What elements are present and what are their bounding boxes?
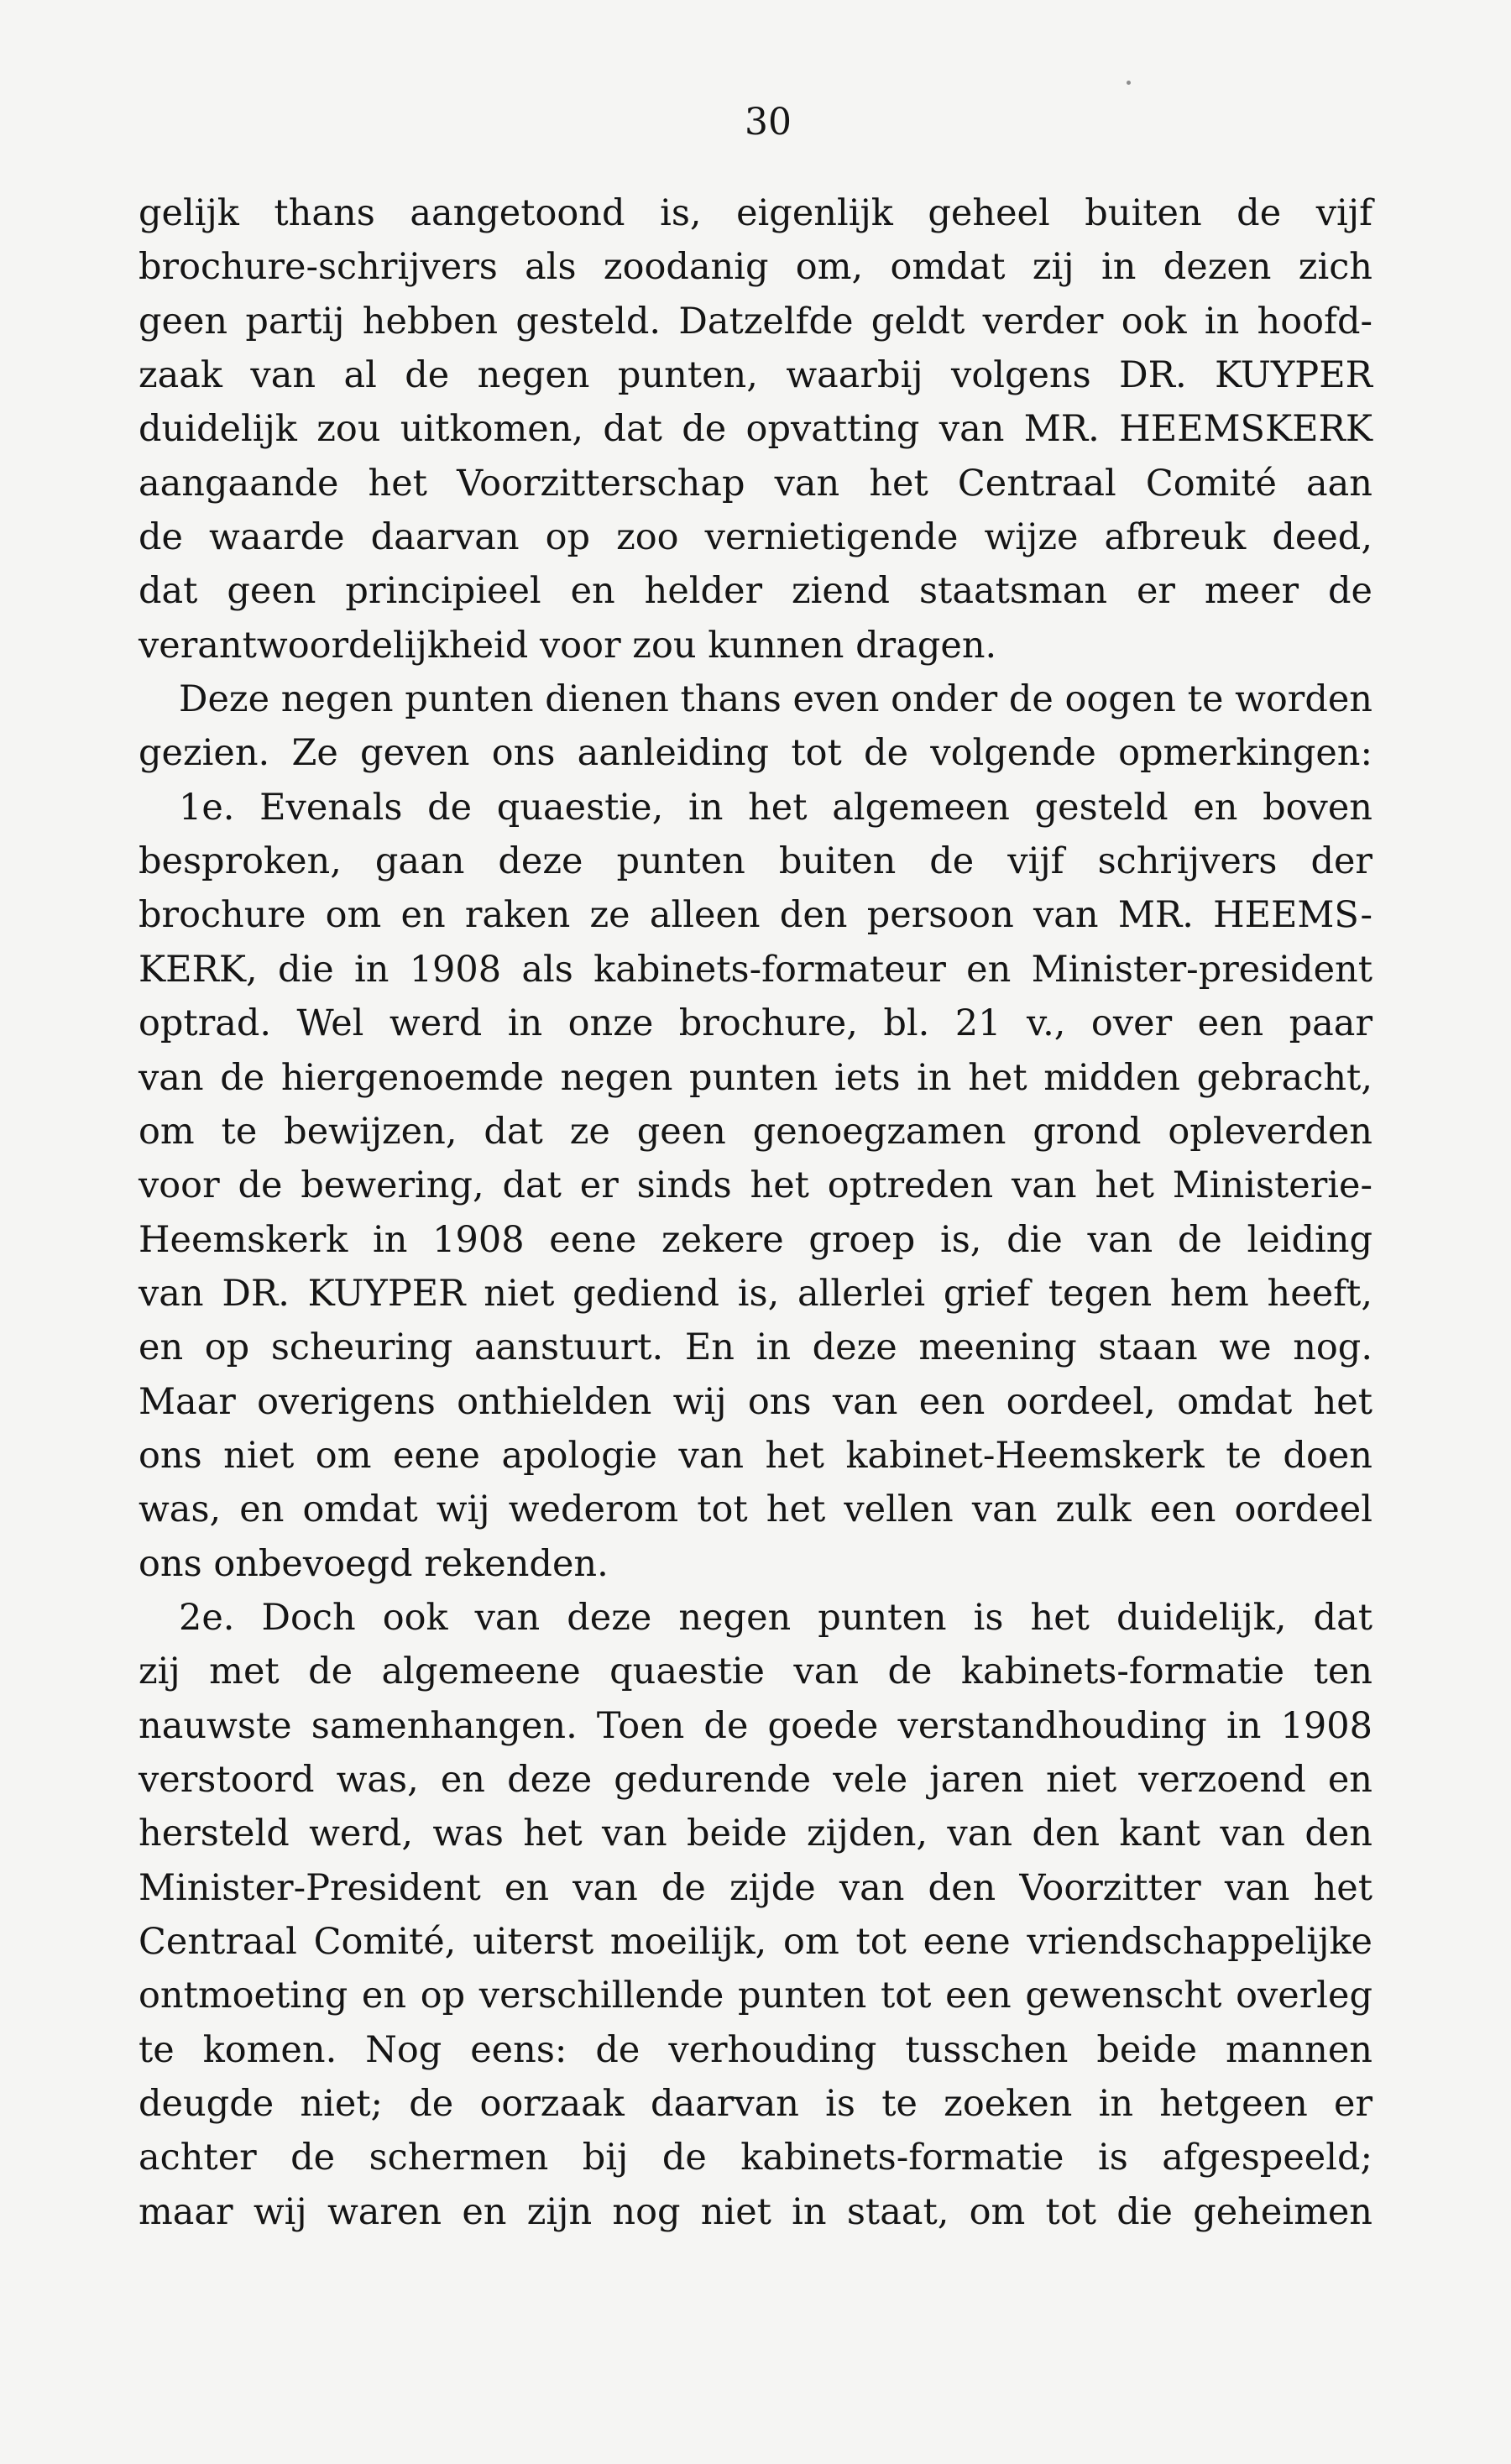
text-line: brochure om en raken ze alleen den persoon van MR. HEEMS- (139, 894, 1372, 937)
text-line: nauwste samenhangen. Toen de goede verstandhouding in 1908 (139, 1704, 1372, 1747)
text-line: zaak van al de negen punten, waarbij volgens DR. KUYPER (139, 354, 1372, 397)
text-line: ontmoeting en op verschillende punten tot een gewenscht overleg (139, 1975, 1372, 2017)
text-line: KERK, die in 1908 als kabinets-formateur en Minister-president (139, 948, 1372, 991)
text-line: van de hiergenoemde negen punten iets in het midden gebracht, (139, 1056, 1372, 1099)
text-line: Centraal Comité, uiterst moeilijk, om tot eene vriendschappelijke (139, 1921, 1372, 1963)
text-line: maar wij waren en zijn nog niet in staat, om tot die geheimen (139, 2190, 1372, 2233)
text-line: van DR. KUYPER niet gediend is, allerlei grief tegen hem heeft, (139, 1272, 1372, 1315)
text-line: deugde niet; de oorzaak daarvan is te zoeken in hetgeen er (139, 2083, 1372, 2126)
text-line: optrad. Wel werd in onze brochure, bl. 21 v., over een paar (139, 1002, 1372, 1045)
body-text (139, 186, 1372, 2239)
text-line: Maar overigens onthielden wij ons van een oordeel, omdat het (139, 1380, 1372, 1423)
text-line: was, en omdat wij wederom tot het vellen van zulk een oordeel (139, 1488, 1372, 1531)
text-line: aangaande het Voorzitterschap van het Centraal Comité aan (139, 462, 1372, 505)
paper-speck (1127, 81, 1131, 85)
text-line: om te bewijzen, dat ze geen genoegzamen grond opleverden (139, 1110, 1372, 1153)
text-line: 2e. Doch ook van deze negen punten is het duidelijk, dat (179, 1596, 1372, 1639)
text-line: hersteld werd, was het van beide zijden, van den kant van den (139, 1813, 1372, 1855)
text-line: besproken, gaan deze punten buiten de vijf schrijvers der (139, 840, 1372, 883)
text-line: gezien. Ze geven ons aanleiding tot de volgende opmerkingen: (139, 732, 1372, 775)
text-line: Minister-President en van de zijde van den Voorzitter van het (139, 1866, 1372, 1909)
text-line: Deze negen punten dienen thans even onder de oogen te worden (179, 678, 1372, 721)
page-number: 30 (745, 101, 792, 144)
text-line: ons onbevoegd rekenden. (139, 1542, 609, 1585)
text-line: gelijk thans aangetoond is, eigenlijk geheel buiten de vijf (139, 192, 1372, 234)
text-line: voor de bewering, dat er sinds het optreden van het Ministerie- (139, 1164, 1372, 1207)
text-line: ons niet om eene apologie van het kabinet-Heemskerk te doen (139, 1434, 1372, 1477)
text-line: dat geen principieel en helder ziend staatsman er meer de (139, 570, 1372, 613)
text-line: 1e. Evenals de quaestie, in het algemeen gesteld en boven (179, 786, 1372, 829)
text-line: Heemskerk in 1908 eene zekere groep is, die van de leiding (139, 1218, 1372, 1261)
text-line: geen partij hebben gesteld. Datzelfde geldt verder ook in hoofd- (139, 300, 1372, 343)
text-line: zij met de algemeene quaestie van de kabinets-formatie ten (139, 1651, 1372, 1693)
text-line: de waarde daarvan op zoo vernietigende wijze afbreuk deed, (139, 516, 1372, 559)
text-line: te komen. Nog eens: de verhouding tusschen beide mannen (139, 2028, 1372, 2071)
text-line: en op scheuring aanstuurt. En in deze meening staan we nog. (139, 1326, 1372, 1369)
text-line: verantwoordelijkheid voor zou kunnen dragen. (139, 624, 997, 667)
text-line: duidelijk zou uitkomen, dat de opvatting van MR. HEEMSKERK (139, 408, 1372, 451)
text-line: verstoord was, en deze gedurende vele jaren niet verzoend en (139, 1758, 1372, 1801)
text-line: brochure-schrijvers als zoodanig om, omdat zij in dezen zich (139, 246, 1372, 289)
text-line: achter de schermen bij de kabinets-formatie is afgespeeld; (139, 2137, 1372, 2179)
